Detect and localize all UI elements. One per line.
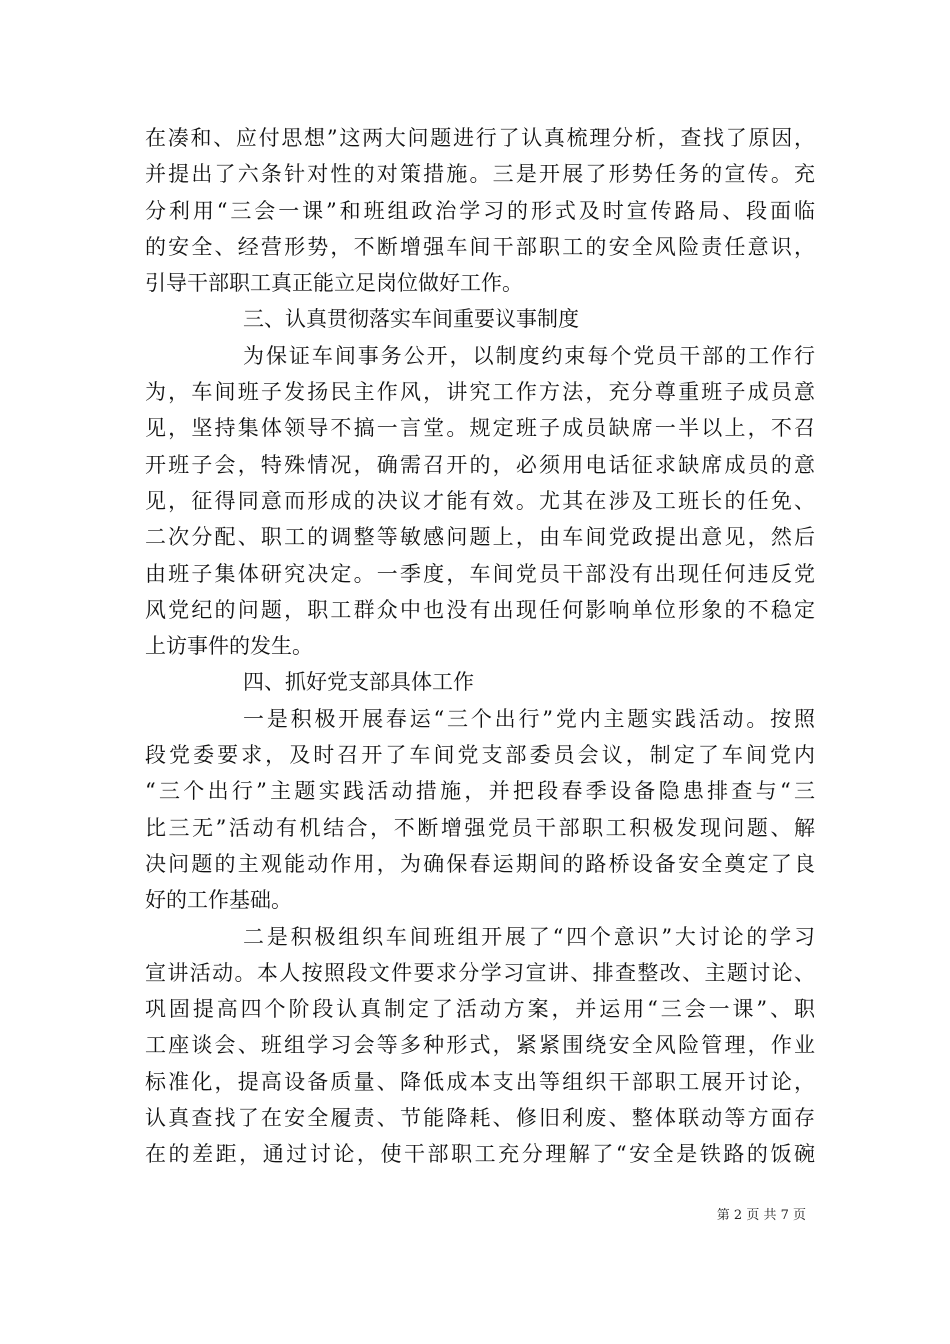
text-line: 决问题的主观能动作用，为确保春运期间的路桥设备安全奠定了良 — [145, 851, 815, 876]
text-line: 见，坚持集体领导不搞一言堂。规定班子成员缺席一半以上，不召 — [145, 416, 815, 441]
paragraph-first-line: 一是积极开展春运“三个出行”党内主题实践活动。按照 — [243, 706, 815, 731]
text-line: 为，车间班子发扬民主作风，讲究工作方法，充分尊重班子成员意 — [145, 380, 815, 405]
text-line: “三个出行”主题实践活动措施，并把段春季设备隐患排查与“三 — [145, 779, 815, 804]
text-line: 见，征得同意而形成的决议才能有效。尤其在涉及工班长的任免、 — [145, 488, 815, 513]
paragraph-first-line: 为保证车间事务公开，以制度约束每个党员干部的工作行 — [243, 343, 815, 368]
text-line: 风党纪的问题，职工群众中也没有出现任何影响单位形象的不稳定 — [145, 597, 815, 622]
text-line: 标准化，提高设备质量、降低成本支出等组织干部职工展开讨论， — [145, 1069, 815, 1094]
text-line: 在凑和、应付思想”这两大问题进行了认真梳理分析，查找了原因， — [145, 126, 815, 150]
text-line: 巩固提高四个阶段认真制定了活动方案，并运用“三会一课”、职 — [145, 997, 815, 1022]
text-line: 认真查找了在安全履责、节能降耗、修旧利废、整体联动等方面存 — [145, 1106, 815, 1131]
text-line: 上访事件的发生。 — [145, 634, 313, 659]
text-line: 段党委要求，及时召开了车间党支部委员会议，制定了车间党内 — [145, 743, 815, 768]
text-line: 引导干部职工真正能立足岗位做好工作。 — [145, 271, 523, 296]
text-line: 分利用“三会一课”和班组政治学习的形式及时宣传路局、段面临 — [145, 198, 815, 223]
text-line: 在的差距，通过讨论，使干部职工充分理解了“安全是铁路的饭碗 — [145, 1142, 815, 1167]
text-line: 开班子会，特殊情况，确需召开的，必须用电话征求缺席成员的意 — [145, 452, 815, 477]
body-text — [145, 120, 815, 1173]
text-line: 由班子集体研究决定。一季度，车间党员干部没有出现任何违反党 — [145, 561, 815, 586]
text-line: 工座谈会、班组学习会等多种形式，紧紧围绕安全风险管理，作业 — [145, 1033, 815, 1058]
text-line: 比三无”活动有机结合，不断增强党员干部职工积极发现问题、解 — [145, 815, 815, 840]
section-heading: 三、认真贯彻落实车间重要议事制度 — [243, 307, 579, 332]
text-line: 并提出了六条针对性的对策措施。三是开展了形势任务的宣传。充 — [145, 162, 815, 187]
text-line: 宣讲活动。本人按照段文件要求分学习宣讲、排查整改、主题讨论、 — [145, 960, 815, 985]
paragraph-first-line: 二是积极组织车间班组开展了“四个意识”大讨论的学习 — [243, 924, 815, 949]
text-line: 二次分配、职工的调整等敏感问题上，由车间党政提出意见，然后 — [145, 525, 815, 550]
text-line: 的安全、经营形势，不断增强车间干部职工的安全风险责任意识， — [145, 234, 815, 259]
section-heading: 四、抓好党支部具体工作 — [243, 670, 474, 695]
text-line: 好的工作基础。 — [145, 888, 292, 913]
page-number: 第 2 页 共 7 页 — [716, 1208, 806, 1223]
